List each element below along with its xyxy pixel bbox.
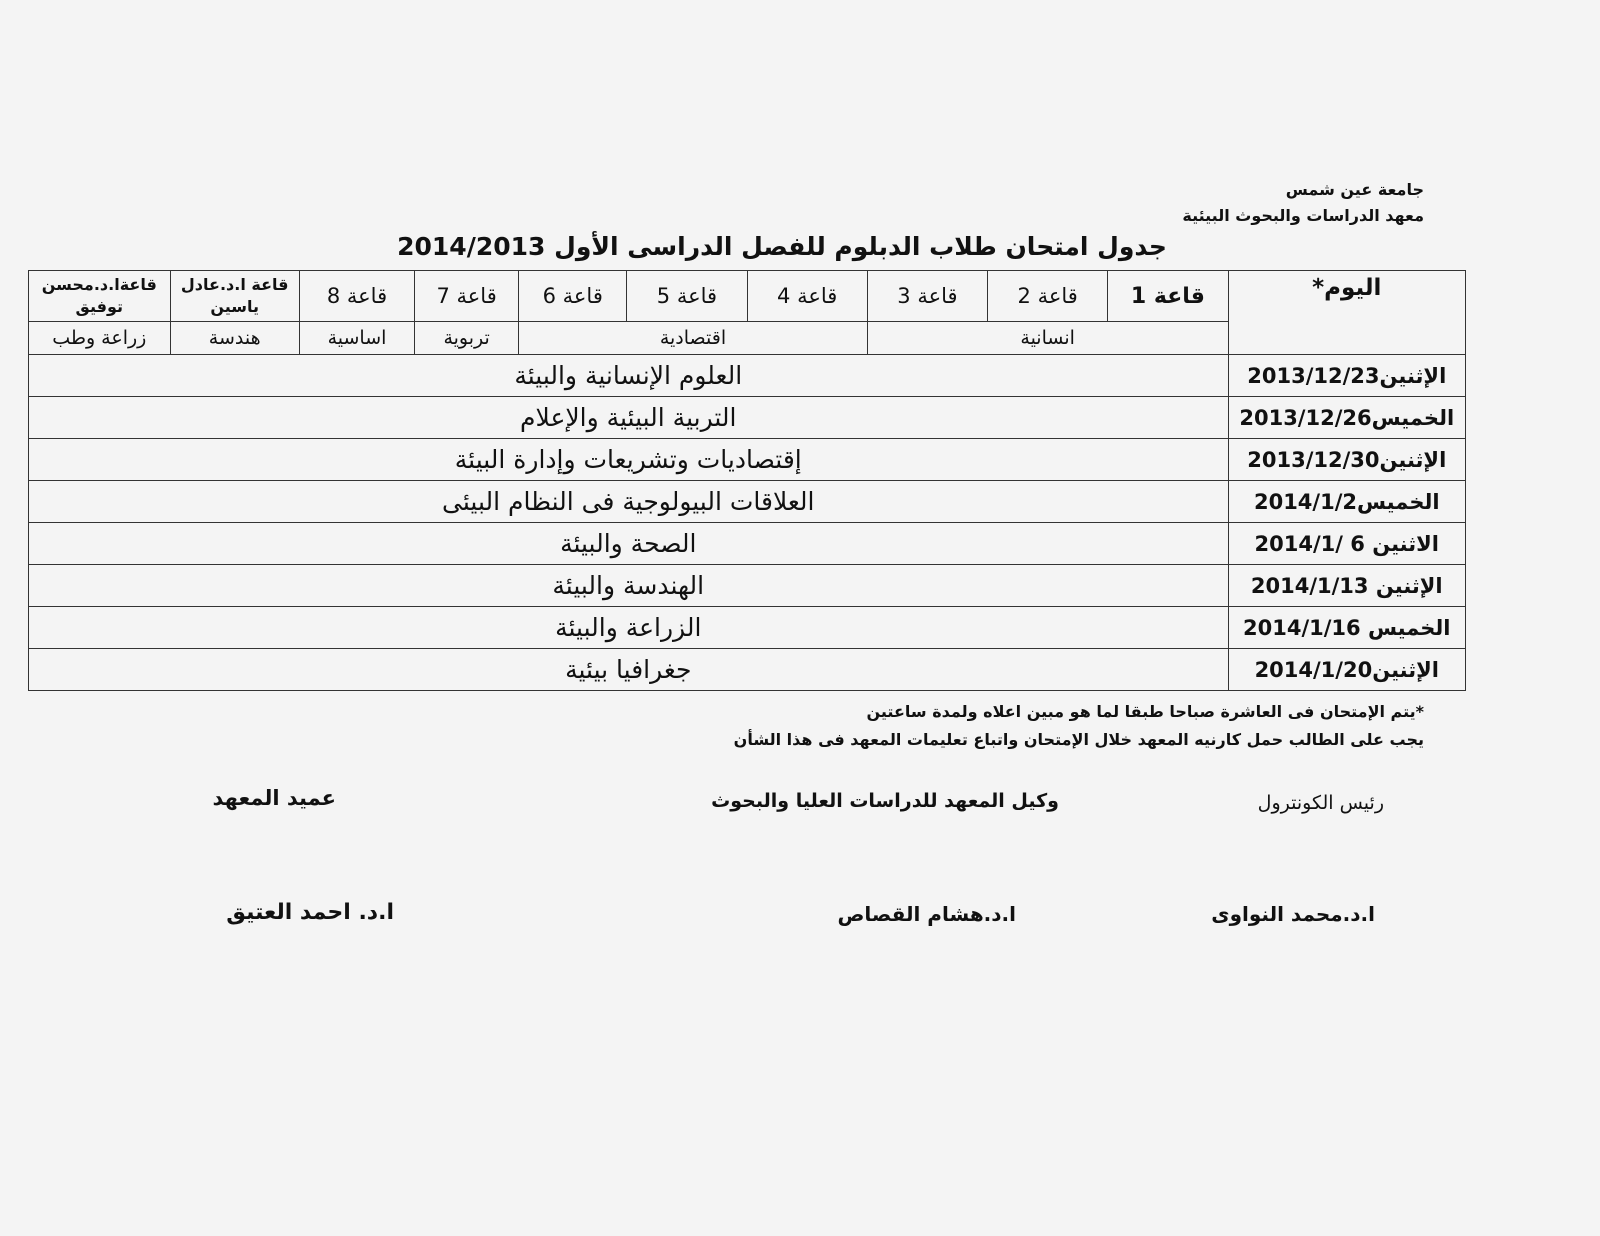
department-cell: انسانية (867, 322, 1228, 355)
table-row (29, 565, 1466, 607)
room-header: قاعة ا.د.عادل ياسين (170, 271, 299, 322)
department-cell: تربوية (415, 322, 519, 355)
exam-time-note: *يتم الإمتحان فى العاشرة صباحا طبقا لما هو مبين اعلاه ولمدة ساعتين (866, 702, 1424, 721)
exam-subject: إقتصاديات وتشريعات وإدارة البيئة (29, 439, 1229, 481)
table-row (29, 481, 1466, 523)
room-header: قاعة 3 (867, 271, 987, 322)
exam-subject: العلاقات البيولوجية فى النظام البيئى (29, 481, 1229, 523)
vice-dean-title: وكيل المعهد للدراسات العليا والبحوث (711, 790, 1059, 812)
table-row (29, 397, 1466, 439)
room-header: قاعة 4 (747, 271, 867, 322)
exam-day: الإثنين2013/12/23 (1228, 355, 1465, 397)
department-cell: هندسة (170, 322, 299, 355)
room-header: قاعة 1 (1108, 271, 1228, 322)
exam-day: الإثنين2013/12/30 (1228, 439, 1465, 481)
dean-name: ا.د. احمد العتيق (226, 900, 394, 925)
page-title: جدول امتحان طلاب الدبلوم للفصل الدراسى الأول 2014/2013 (397, 232, 1167, 261)
student-card-note: يجب على الطالب حمل كارنيه المعهد خلال الإمتحان واتباع تعليمات المعهد فى هذا الشأن (733, 730, 1424, 749)
room-header: قاعة 2 (988, 271, 1108, 322)
institute-name: معهد الدراسات والبحوث البيئية (1182, 206, 1424, 225)
table-row (29, 649, 1466, 691)
vice-dean-name: ا.د.هشام القصاص (837, 902, 1016, 926)
table-row (29, 607, 1466, 649)
exam-day: الخميس2014/1/2 (1228, 481, 1465, 523)
exam-subject: العلوم الإنسانية والبيئة (29, 355, 1229, 397)
table-row (29, 355, 1466, 397)
exam-day: الخميس2013/12/26 (1228, 397, 1465, 439)
exam-subject: الصحة والبيئة (29, 523, 1229, 565)
control-head-name: ا.د.محمد النواوى (1211, 902, 1375, 926)
exam-day: الإثنين 2014/1/13 (1228, 565, 1465, 607)
exam-day: الخميس 2014/1/16 (1228, 607, 1465, 649)
control-head-title: رئيس الكونترول (1257, 792, 1384, 814)
exam-subject: الهندسة والبيئة (29, 565, 1229, 607)
dean-title: عميد المعهد (212, 786, 336, 810)
room-header: قاعة 8 (299, 271, 414, 322)
room-header: قاعةا.د.محسن توفيق (29, 271, 171, 322)
exam-subject: الزراعة والبيئة (29, 607, 1229, 649)
room-header: قاعة 6 (519, 271, 627, 322)
room-header: قاعة 7 (415, 271, 519, 322)
exam-day: الاثنين 6 /2014/1 (1228, 523, 1465, 565)
department-cell: زراعة وطب (29, 322, 171, 355)
day-column-header: اليوم* (1228, 271, 1465, 355)
university-name: جامعة عين شمس (1285, 180, 1424, 199)
room-header: قاعة 5 (627, 271, 747, 322)
department-cell: اقتصادية (519, 322, 868, 355)
department-cell: اساسية (299, 322, 414, 355)
exam-schedule-table (28, 270, 1466, 691)
exam-day: الإثنين2014/1/20 (1228, 649, 1465, 691)
table-row (29, 523, 1466, 565)
exam-subject: التربية البيئية والإعلام (29, 397, 1229, 439)
exam-subject: جغرافيا بيئية (29, 649, 1229, 691)
table-row (29, 439, 1466, 481)
rooms-row (29, 271, 1466, 322)
